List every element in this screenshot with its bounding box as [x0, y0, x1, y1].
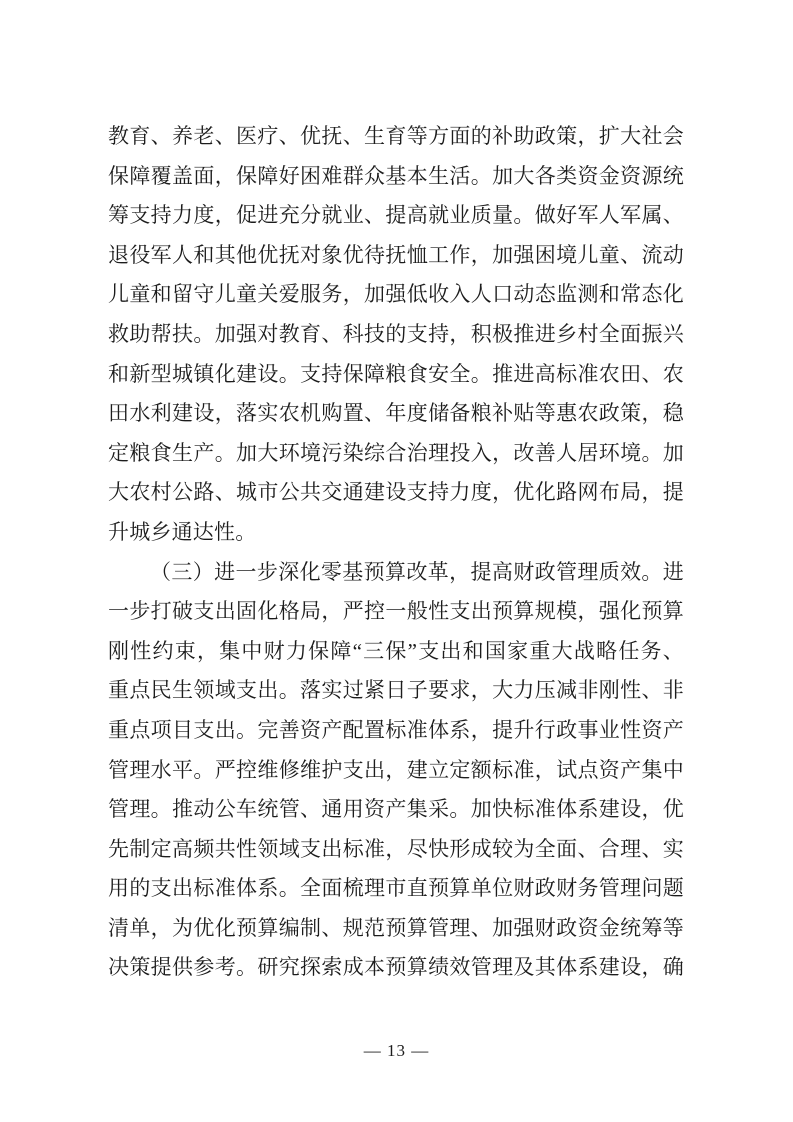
- text-line: 一步打破支出固化格局，严控一般性支出预算规模，强化预算: [108, 599, 684, 624]
- page-footer: [0, 1040, 793, 1062]
- text-line: 筹支持力度，促进充分就业、提高就业质量。做好军人军属、: [108, 203, 684, 228]
- text-line: 和新型城镇化建设。支持保障粮食安全。推进高标准农田、农: [108, 361, 684, 386]
- text-line: 退役军人和其他优抚对象优待抚恤工作，加强困境儿童、流动: [108, 242, 684, 267]
- text-line: 儿童和留守儿童关爱服务，加强低收入人口动态监测和常态化: [108, 282, 684, 307]
- text-line: 定粮食生产。加大环境污染综合治理投入，改善人居环境。加: [108, 440, 684, 465]
- text-line: 重点项目支出。完善资产配置标准体系，提升行政事业性资产: [108, 717, 684, 742]
- text-line: 清单，为优化预算编制、规范预算管理、加强财政资金统筹等: [108, 915, 684, 940]
- text-line: 重点民生领域支出。落实过紧日子要求，大力压减非刚性、非: [108, 678, 684, 703]
- text-line: 升城乡通达性。: [108, 519, 257, 544]
- text-line: 用的支出标准体系。全面梳理市直预算单位财政财务管理问题: [108, 876, 684, 901]
- text-line: 田水利建设，落实农机购置、年度储备粮补贴等惠农政策，稳: [108, 401, 684, 426]
- text-line: 决策提供参考。研究探索成本预算绩效管理及其体系建设，确: [108, 955, 684, 980]
- text-line: 救助帮扶。加强对教育、科技的支持，积极推进乡村全面振兴: [108, 321, 684, 346]
- document-body: [108, 117, 684, 988]
- text-line: 保障覆盖面，保障好困难群众基本生活。加大各类资金资源统: [108, 163, 684, 188]
- text-line: 教育、养老、医疗、优抚、生育等方面的补助政策，扩大社会: [108, 124, 684, 148]
- text-line: 刚性约束，集中财力保障“三保”支出和国家重大战略任务、: [108, 638, 684, 663]
- text-line: 管理。推动公车统管、通用资产集采。加快标准体系建设，优: [108, 797, 684, 822]
- text-line: （三）进一步深化零基预算改革，提高财政管理质效。进: [150, 559, 684, 584]
- text-line: 管理水平。严控维修维护支出，建立定额标准，试点资产集中: [108, 757, 684, 782]
- text-line: 大农村公路、城市公共交通建设支持力度，优化路网布局，提: [108, 480, 684, 505]
- text-line: 先制定高频共性领域支出标准，尽快形成较为全面、合理、实: [108, 836, 684, 861]
- page-number: — 13 —: [363, 1041, 430, 1060]
